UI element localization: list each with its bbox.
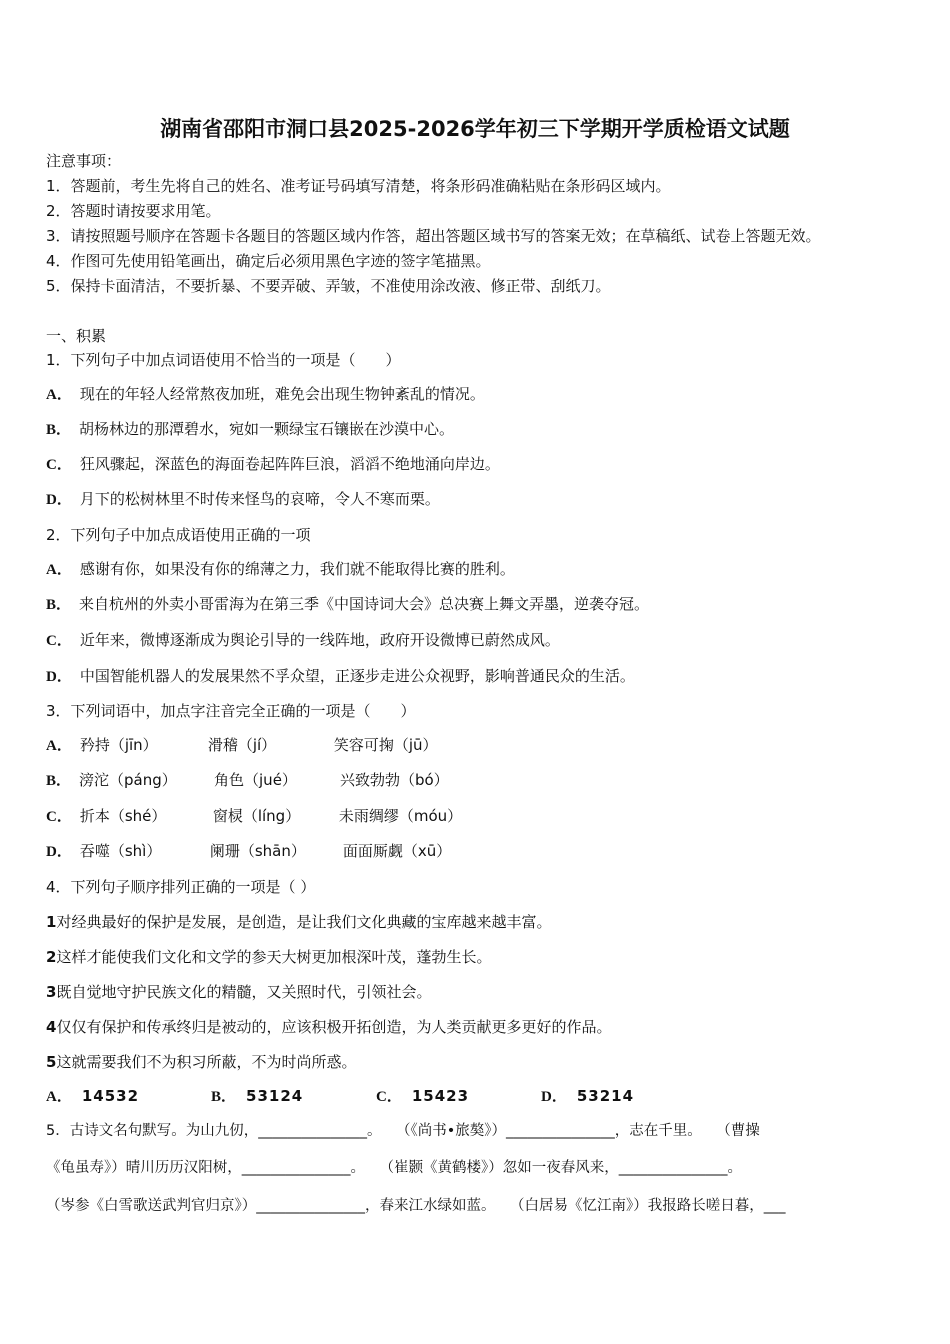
q4-sentence <box>46 1052 356 1072</box>
option-label: C． <box>376 1089 402 1105</box>
sentence-text: 既自觉地守护民族文化的精髓，又关照时代，引领社会。 <box>56 983 432 1001</box>
sentence-number: 2 <box>46 948 57 966</box>
q3-option-c <box>46 806 462 827</box>
option-value: 53124 <box>246 1087 304 1105</box>
option-value: 15423 <box>411 1087 470 1105</box>
option-label: B． <box>46 422 72 438</box>
word: 未雨绸缪（móu） <box>338 807 463 825</box>
option-label: D． <box>46 492 72 508</box>
option-value: 53214 <box>576 1087 635 1105</box>
word: 滑稽（jí） <box>207 736 277 754</box>
answer-option-a <box>46 1086 211 1107</box>
word: 兴致勃勃（bó） <box>340 771 449 789</box>
option-text: 胡杨林边的那潭碧水，宛如一颗绿宝石镶嵌在沙漠中心。 <box>79 420 455 438</box>
word: 笑容可掬（jū） <box>333 736 438 754</box>
word: 矜持（jīn） <box>79 736 158 754</box>
option-label: C． <box>46 633 72 649</box>
note-item: 1．答题前，考生先将自己的姓名、准考证号码填写清楚，将条形码准确粘贴在条形码区域内。 <box>46 177 671 195</box>
q5-line: 《龟虽寿》）晴川历历汉阳树，_______________。 （崔颢《黄鹤楼》）忽如一夜春风来，_______________。 <box>46 1160 742 1176</box>
sentence-number: 5 <box>46 1053 57 1071</box>
word: 阑珊（shān） <box>209 842 306 860</box>
option-label: D． <box>46 669 72 685</box>
section-heading: 一、积累 <box>46 327 107 345</box>
sentence-text: 这就需要我们不为积习所蔽，不为时尚所惑。 <box>56 1053 357 1071</box>
q4-sentence <box>46 1017 611 1037</box>
option-text: 狂风骤起，深蓝色的海面卷起阵阵巨浪，滔滔不绝地涌向岸边。 <box>79 455 500 473</box>
q2-option-a <box>46 559 515 580</box>
q1-option-b <box>46 419 454 440</box>
q2-option-c <box>46 630 560 651</box>
word: 吞噬（shì） <box>79 842 162 860</box>
question-2-stem: 2．下列句子中加点成语使用正确的一项 <box>46 526 311 544</box>
option-label: B． <box>46 597 72 613</box>
question-4-stem: 4．下列句子顺序排列正确的一项是（ ） <box>46 878 316 896</box>
option-label: A． <box>46 387 72 403</box>
q3-option-b <box>46 770 449 791</box>
q3-option-d <box>46 841 451 862</box>
word: 滂沱（páng） <box>79 771 177 789</box>
page-title: 湖南省邵阳市洞口县2025-2026学年初三下学期开学质检语文试题 <box>160 117 790 141</box>
option-label: B． <box>211 1089 237 1105</box>
sentence-text: 对经典最好的保护是发展，是创造，是让我们文化典藏的宝库越来越丰富。 <box>56 913 552 931</box>
sentence-number: 4 <box>46 1018 57 1036</box>
note-item: 2．答题时请按要求用笔。 <box>46 202 221 220</box>
q4-answers <box>46 1086 706 1107</box>
sentence-text: 仅仅有保护和传承终归是被动的，应该积极开拓创造，为人类贡献更多更好的作品。 <box>56 1018 612 1036</box>
q5-line: （岑参《白雪歌送武判官归京》）_______________，春来江水绿如蓝。 （白居易《忆江南》）我报路长嗟日暮，___ <box>46 1198 786 1214</box>
sentence-number: 1 <box>46 913 57 931</box>
option-label: B． <box>46 773 72 789</box>
answer-option-d <box>541 1086 706 1107</box>
option-label: D． <box>541 1089 567 1105</box>
option-label: D． <box>46 844 72 860</box>
option-text: 感谢有你，如果没有你的绵薄之力，我们就不能取得比赛的胜利。 <box>79 560 515 578</box>
option-value: 14532 <box>81 1087 140 1105</box>
q5-line: 5．古诗文名句默写。为山九仞，_______________。 （《尚书•旅獒》）_______________，志在千里。 （曹操 <box>46 1123 760 1139</box>
option-label: A． <box>46 738 72 754</box>
answer-option-b <box>211 1086 376 1107</box>
option-text: 来自杭州的外卖小哥雷海为在第三季《中国诗词大会》总决赛上舞文弄墨，逆袭夺冠。 <box>79 595 650 613</box>
note-item: 3．请按照题号顺序在答题卡各题目的答题区域内作答，超出答题区域书写的答案无效；在草稿纸、试卷上答题无效。 <box>46 227 821 245</box>
q1-option-a <box>46 384 485 405</box>
note-item: 4．作图可先使用铅笔画出，确定后必须用黑色字迹的签字笔描黑。 <box>46 252 491 270</box>
answer-option-c <box>376 1086 541 1107</box>
word: 窗棂（líng） <box>212 807 301 825</box>
word: 面面厮觑（xū） <box>342 842 452 860</box>
option-label: A． <box>46 562 72 578</box>
word: 角色（jué） <box>214 771 297 789</box>
notes-heading: 注意事项： <box>46 152 122 170</box>
q4-sentence <box>46 947 491 967</box>
q3-option-a <box>46 735 438 756</box>
q2-option-b <box>46 594 649 615</box>
sentence-text: 这样才能使我们文化和文学的参天大树更加根深叶茂，蓬勃生长。 <box>56 948 492 966</box>
option-label: A． <box>46 1089 72 1105</box>
option-text: 月下的松树林里不时传来怪鸟的哀啼，令人不寒而栗。 <box>79 490 440 508</box>
q2-option-d <box>46 666 635 687</box>
question-3-stem: 3．下列词语中，加点字注音完全正确的一项是（ ） <box>46 702 416 720</box>
q4-sentence <box>46 982 431 1002</box>
option-text: 中国智能机器人的发展果然不孚众望，正逐步走进公众视野，影响普通民众的生活。 <box>79 667 635 685</box>
option-label: C． <box>46 809 72 825</box>
word: 折本（shé） <box>79 807 167 825</box>
q1-option-d <box>46 489 440 510</box>
option-text: 近年来，微博逐渐成为舆论引导的一线阵地，政府开设微博已蔚然成风。 <box>79 631 560 649</box>
q4-sentence <box>46 912 551 932</box>
q1-option-c <box>46 454 500 475</box>
question-1-stem: 1．下列句子中加点词语使用不恰当的一项是（ ） <box>46 351 401 369</box>
note-item: 5．保持卡面清洁，不要折暴、不要弄破、弄皱，不准使用涂改液、修正带、刮纸刀。 <box>46 277 611 295</box>
option-text: 现在的年轻人经常熬夜加班，难免会出现生物钟紊乱的情况。 <box>79 385 485 403</box>
option-label: C． <box>46 457 72 473</box>
sentence-number: 3 <box>46 983 57 1001</box>
